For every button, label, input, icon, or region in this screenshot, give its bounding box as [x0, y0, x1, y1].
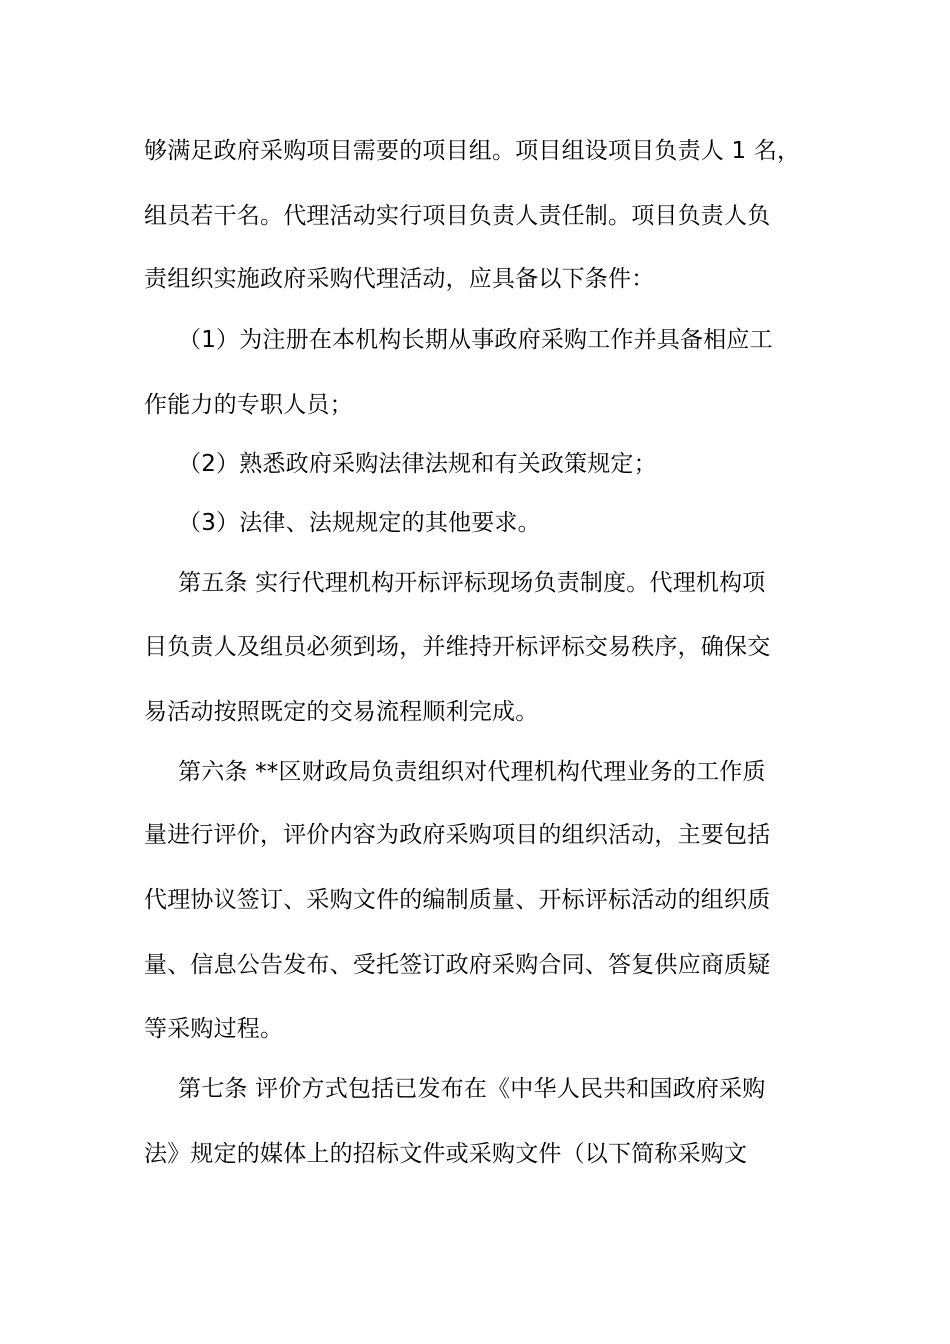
text-line: 易活动按照既定的交易流程顺利完成。: [144, 699, 539, 725]
text-line: 组员若干名。代理活动实行项目负责人责任制。项目负责人负: [144, 203, 771, 229]
text-line: 量、信息公告发布、受托签订政府采购合同、答复供应商质疑: [144, 952, 771, 978]
text-line: 第六条 **区财政局负责组织对代理机构代理业务的工作质: [178, 759, 766, 785]
text-line: 责组织实施政府采购代理活动，应具备以下条件：: [144, 266, 655, 292]
text-line: 目负责人及组员必须到场，并维持开标评标交易秩序，确保交: [144, 634, 771, 660]
text-line: 第七条 评价方式包括已发布在《中华人民共和国政府采购: [178, 1076, 766, 1102]
text-line: 作能力的专职人员；: [144, 392, 353, 418]
text-line: （2）熟悉政府采购法律法规和有关政策规定；: [178, 451, 657, 477]
text-line: （3）法律、法规规定的其他要求。: [178, 510, 541, 536]
text-line: 第五条 实行代理机构开标评标现场负责制度。代理机构项: [178, 570, 766, 596]
text-line: 量进行评价，评价内容为政府采购项目的组织活动，主要包括: [144, 822, 771, 848]
text-line: （1）为注册在本机构长期从事政府采购工作并具备相应工: [178, 327, 773, 353]
text-line: 法》规定的媒体上的招标文件或采购文件（以下简称采购文: [144, 1141, 748, 1167]
text-line: 等采购过程。: [144, 1016, 284, 1042]
text-line: 代理协议签订、采购文件的编制质量、开标评标活动的组织质: [144, 887, 771, 913]
text-line: 够满足政府采购项目需要的项目组。项目组设项目负责人 1 名，: [144, 138, 801, 164]
